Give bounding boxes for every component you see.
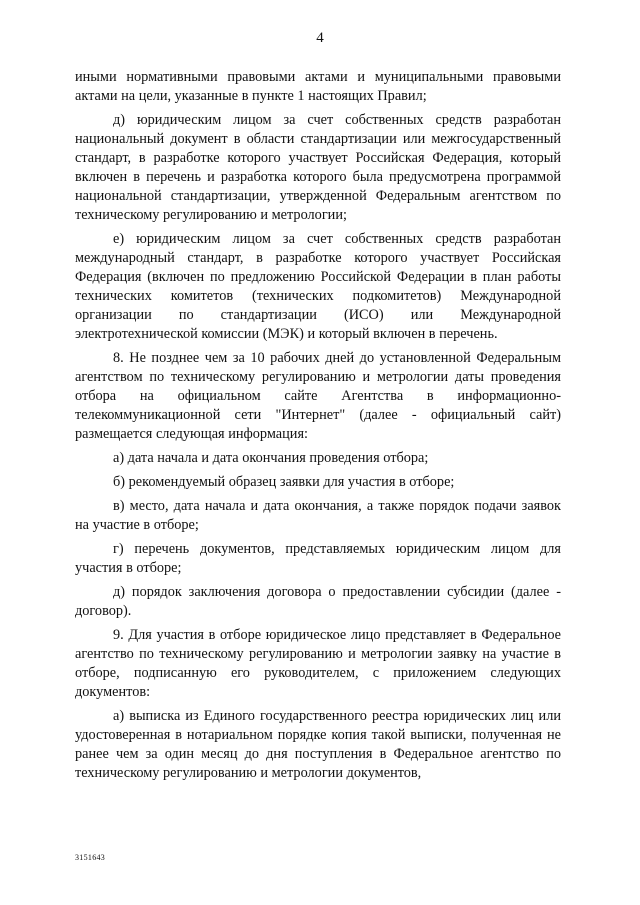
paragraph-item-b: б) рекомендуемый образец заявки для участия в отборе; — [113, 474, 455, 490]
paragraph-clause-9: 9. Для участия в отборе юридическое лицо представляет в Федеральное агентство по техническому регулированию и метрологии заявку на участие в отборе, подписанную его руководителем, с приложением следующих документов: — [75, 627, 561, 700]
paragraph-item-d2: д) порядок заключения договора о предоставлении субсидии (далее - договор). — [75, 584, 561, 619]
page-number: 4 — [316, 30, 324, 46]
paragraph-item-e: е) юридическим лицом за счет собственных средств разработан международный стандарт, в разработке которого участвует Российская Федерация (включен по предложению Российской Федерации в план работы технических комитетов (технических подкомитетов) Международной организации по стандартизации (ИСО) или Международной электротехнической комиссии (МЭК) и который включен в перечень. — [75, 231, 561, 342]
paragraph-item-a2: а) выписка из Единого государственного реестра юридических лиц или удостоверенная в нотариальном порядке копия такой выписки, полученная не ранее чем за один месяц до дня поступления в Федеральное агентство по техническому регулированию и метрологии документов, — [75, 708, 561, 781]
paragraph-item-a: а) дата начала и дата окончания проведения отбора; — [113, 450, 429, 466]
document-code: 3151643 — [75, 853, 106, 862]
paragraph-item-g: г) перечень документов, представляемых юридическим лицом для участия в отборе; — [75, 541, 561, 576]
document-body — [75, 68, 561, 783]
paragraph-item-d: д) юридическим лицом за счет собственных средств разработан национальный документ в области стандартизации или межгосударственный стандарт, в разработке которого участвует Российская Федерация, который включен в перечень и разработка которого была предусмотрена программой национальной стандартизации, утвержденной Федеральным агентством по техническому регулированию и метрологии; — [75, 112, 561, 223]
paragraph-clause-8: 8. Не позднее чем за 10 рабочих дней до установленной Федеральным агентством по техническому регулированию и метрологии даты проведения отбора на официальном сайте Агентства в информационно-телекоммуникационной сети "Интернет" (далее - официальный сайт) размещается следующая информация: — [75, 350, 561, 442]
paragraph-continuation: иными нормативными правовыми актами и муниципальными правовыми актами на цели, указанные в пункте 1 настоящих Правил; — [75, 69, 561, 104]
paragraph-item-v: в) место, дата начала и дата окончания, а также порядок подачи заявок на участие в отборе; — [75, 498, 561, 533]
